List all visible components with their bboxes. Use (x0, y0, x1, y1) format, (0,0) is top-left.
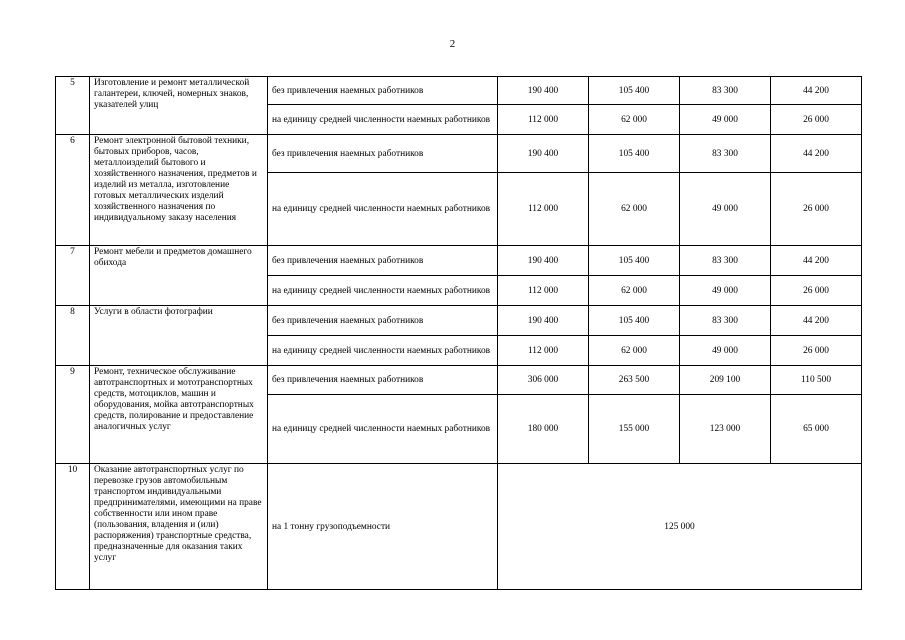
row-number: 7 (56, 246, 90, 306)
table-cell: 26 000 (771, 276, 862, 306)
table-cell: 65 000 (771, 395, 862, 464)
table-cell: 105 400 (589, 246, 680, 276)
table-cell: 44 200 (771, 77, 862, 105)
table-cell: 190 400 (498, 77, 589, 105)
condition-label: без привлечения наемных работников (268, 77, 498, 105)
table-row (56, 306, 862, 336)
table-cell: 83 300 (680, 77, 771, 105)
table-cell: 83 300 (680, 306, 771, 336)
condition-label: на единицу средней численности наемных работников (268, 173, 498, 246)
table-cell: 155 000 (589, 395, 680, 464)
table-cell: 105 400 (589, 306, 680, 336)
condition-label: без привлечения наемных работников (268, 306, 498, 336)
table-cell: 209 100 (680, 366, 771, 395)
table-row (56, 246, 862, 276)
table-cell: 180 000 (498, 395, 589, 464)
table-cell: 44 200 (771, 306, 862, 336)
condition-label: на единицу средней численности наемных работников (268, 395, 498, 464)
table-cell: 49 000 (680, 105, 771, 135)
activity-name: Ремонт мебели и предметов домашнего обихода (90, 246, 268, 306)
condition-label: без привлечения наемных работников (268, 366, 498, 395)
table-cell: 62 000 (589, 276, 680, 306)
table-cell: 306 000 (498, 366, 589, 395)
table-cell: 62 000 (589, 105, 680, 135)
condition-label: без привлечения наемных работников (268, 135, 498, 173)
activity-name: Ремонт, техническое обслуживание автотранспортных и мототранспортных средств, мотоциклов, машин и оборудования, мойка автотранспортных средств, полирование и предоставление аналогичных услуг (90, 366, 268, 464)
table-cell: 190 400 (498, 306, 589, 336)
table-cell: 263 500 (589, 366, 680, 395)
activity-name: Ремонт электронной бытовой техники, бытовых приборов, часов, металлоизделий бытового и хозяйственного назначения, предметов и изделий из металла, изготовление готовых металлических изделий хозяйственного назначения по индивидуальному заказу населения (90, 135, 268, 246)
condition-label: на единицу средней численности наемных работников (268, 105, 498, 135)
table-cell: 83 300 (680, 246, 771, 276)
table-cell: 190 400 (498, 246, 589, 276)
table-row (56, 366, 862, 395)
table-cell: 26 000 (771, 173, 862, 246)
table-cell: 62 000 (589, 336, 680, 366)
table-cell: 49 000 (680, 336, 771, 366)
row-number: 10 (56, 464, 90, 590)
table-cell: 26 000 (771, 105, 862, 135)
page-number: 2 (449, 38, 456, 50)
table-row (56, 77, 862, 105)
condition-label: на 1 тонну грузоподъемности (268, 464, 498, 590)
table-cell: 49 000 (680, 276, 771, 306)
table-row (56, 135, 862, 173)
tariff-table (55, 76, 862, 590)
activity-name: Услуги в области фотографии (90, 306, 268, 366)
row-number: 5 (56, 77, 90, 135)
table-cell: 112 000 (498, 276, 589, 306)
row-number: 6 (56, 135, 90, 246)
table-cell: 62 000 (589, 173, 680, 246)
table-cell: 105 400 (589, 135, 680, 173)
row-number: 9 (56, 366, 90, 464)
activity-name: Оказание автотранспортных услуг по перевозке грузов автомобильным транспортом индивидуальными предпринимателями, имеющими на праве собственности или ином праве (пользования, владения и (или) распоряжения) транспортные средства, предназначенные для оказания таких услуг (90, 464, 268, 590)
table-cell: 190 400 (498, 135, 589, 173)
activity-name: Изготовление и ремонт металлической галантереи, ключей, номерных знаков, указателей улиц (90, 77, 268, 135)
table-cell: 83 300 (680, 135, 771, 173)
table-cell: 123 000 (680, 395, 771, 464)
table-cell: 112 000 (498, 105, 589, 135)
table-cell: 110 500 (771, 366, 862, 395)
table-cell: 105 400 (589, 77, 680, 105)
table-cell: 112 000 (498, 173, 589, 246)
row-number: 8 (56, 306, 90, 366)
table-cell: 49 000 (680, 173, 771, 246)
merged-value-cell: 125 000 (498, 464, 862, 590)
table-cell: 112 000 (498, 336, 589, 366)
condition-label: на единицу средней численности наемных работников (268, 276, 498, 306)
table-cell: 44 200 (771, 135, 862, 173)
table-row (56, 464, 862, 590)
table-cell: 44 200 (771, 246, 862, 276)
condition-label: на единицу средней численности наемных работников (268, 336, 498, 366)
table-cell: 26 000 (771, 336, 862, 366)
condition-label: без привлечения наемных работников (268, 246, 498, 276)
